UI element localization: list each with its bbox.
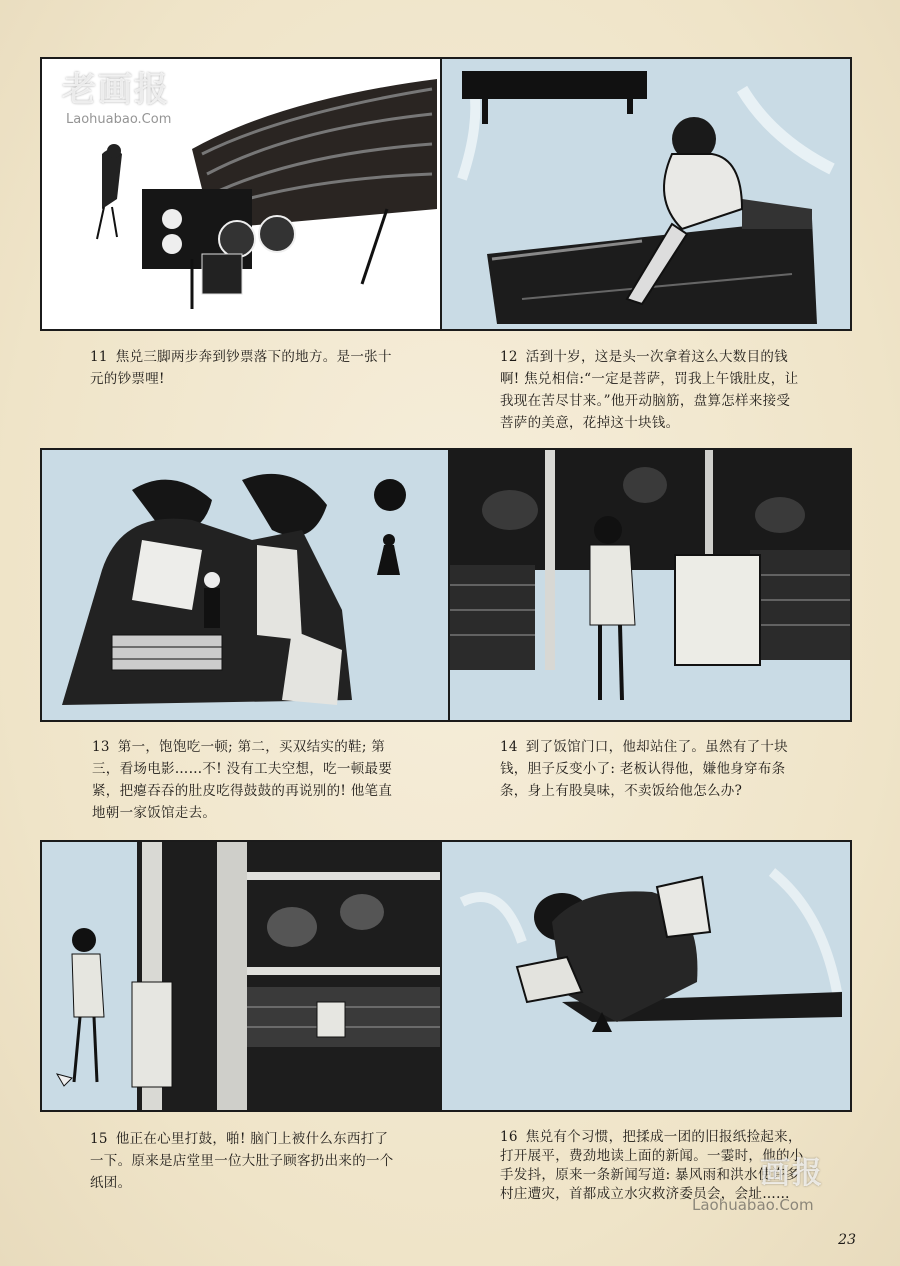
panel-12-illustration — [440, 57, 852, 331]
page-number: 23 — [838, 1232, 856, 1248]
caption-15 — [90, 1128, 395, 1194]
caption-12 — [500, 346, 800, 434]
caption-text: 焦兑有个习惯，把揉成一团的旧报纸捡起来，打开展平，费劲地读上面的新闻。一霎时，他的小手发抖，原来一条新闻写道: 暴风雨和洪水使许多村庄遭灾，首都成立水灾救济委员会，会址…… — [500, 1129, 804, 1202]
panel-12-artwork — [442, 59, 850, 329]
caption-13 — [92, 736, 402, 824]
panel-14-illustration — [448, 448, 852, 722]
caption-number: 14 — [500, 739, 518, 755]
caption-text: 活到十岁，这是头一次拿着这么大数目的钱啊! 焦兑相信:“一定是菩萨，罚我上午饿肚皮，让我现在苦尽甘来。”他开动脑筋，盘算怎样来接受菩萨的美意，花掉这十块钱。 — [500, 349, 799, 431]
watermark-url-top: Laohuabao.Com — [66, 112, 172, 127]
caption-text: 到了饭馆门口，他却站住了。虽然有了十块钱，胆子反变小了: 老板认得他，嫌他身穿布条条，身上有股臭味，不卖饭给他怎么办? — [500, 739, 788, 799]
watermark-logo-bottom: 画报 — [760, 1156, 824, 1191]
watermark-logo-top: 老画报 — [62, 70, 170, 110]
watermark-url-bottom: Laohuabao.Com — [692, 1196, 814, 1214]
panel-16-artwork — [442, 842, 850, 1110]
panel-13-artwork — [42, 450, 450, 720]
panel-15-illustration — [40, 840, 444, 1112]
caption-text: 第一，饱饱吃一顿; 第二，买双结实的鞋; 第三，看场电影……不! 没有工夫空想，吃一顿最要紧，把瘪吞吞的肚皮吃得鼓鼓的再说别的! 他笔直地朝一家饭馆走去。 — [92, 739, 393, 821]
caption-number: 15 — [90, 1131, 108, 1147]
caption-number: 16 — [500, 1129, 518, 1145]
caption-number: 11 — [90, 349, 108, 365]
caption-text: 他正在心里打鼓，啪! 脑门上被什么东西打了一下。原来是店堂里一位大肚子顾客扔出来的一个纸团。 — [90, 1131, 394, 1191]
panel-15-artwork — [42, 842, 442, 1110]
panel-16-illustration — [440, 840, 852, 1112]
panel-14-artwork — [450, 450, 850, 720]
caption-number: 12 — [500, 349, 518, 365]
caption-11 — [90, 346, 400, 390]
panel-13-illustration — [40, 448, 452, 722]
caption-number: 13 — [92, 739, 110, 755]
caption-text: 焦兑三脚两步奔到钞票落下的地方。是一张十元的钞票哩! — [90, 349, 392, 387]
caption-14 — [500, 736, 805, 802]
